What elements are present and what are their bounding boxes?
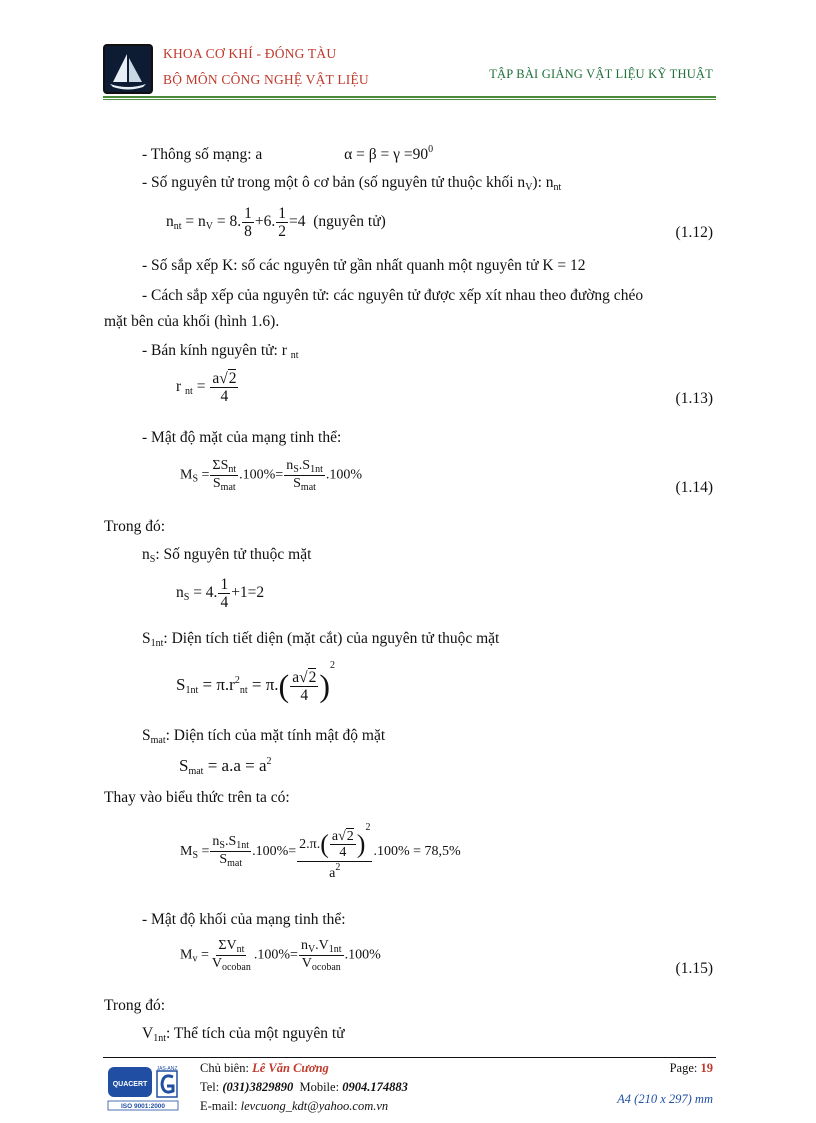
department-name: BỘ MÔN CÔNG NGHỆ VẬT LIỆU — [163, 72, 369, 87]
footer-email — [200, 1099, 388, 1114]
atoms-per-cell-line — [142, 174, 561, 193]
ns-definition: $n_S$: Số nguyên tử thuộc mặt — [142, 546, 312, 565]
eq112-unit: (nguyên tử) — [313, 213, 386, 231]
radius-sub: nt — [290, 350, 299, 361]
header-divider-thin — [103, 99, 716, 100]
equation-1-15: $M_v$ = $\frac{\Sigma V_{nt}}{V_{ocoban}}$ .100%= $\frac{n_V.V_{1nt}}{V_{ocoban}}$ .100% — [180, 938, 381, 973]
certification-icon — [107, 1063, 179, 1111]
course-title: TẬP BÀI GIẢNG VẬT LIỆU KỸ THUẬT — [489, 67, 713, 81]
equation-1-14: $M_S$ = $\frac{\Sigma S_{nt}}{S_{mat}}$ .100%= $\frac{n_S.S_{1nt}}{S_{mat}}$ .100% — [180, 458, 363, 493]
smat-def-text: : Diện tích của mặt tính mật độ mặt — [165, 727, 386, 744]
atoms-per-cell-text: - Số nguyên tử trong một ô cơ bản (số nguyên tử thuộc khối n — [142, 174, 526, 191]
logo-iso: ISO 9001:2000 — [120, 1103, 166, 1110]
footer-paper-size: A4 (210 x 297) mm — [617, 1092, 713, 1106]
where-heading-1: Trong đó: — [104, 518, 166, 535]
editor-label: Chủ biên: — [200, 1061, 253, 1075]
equation-smat: $S_{mat} = a.a = a^2$ — [179, 756, 272, 777]
logo-text: QUACERT — [112, 1081, 148, 1088]
s1nt-def-text: : Diện tích tiết diện (mặt cắt) của nguyên tử thuộc mặt — [163, 630, 500, 647]
angle-equation: α = β = γ =90 — [344, 146, 429, 163]
s1nt-definition: $S_{1nt}$: Diện tích tiết diện (mặt cắt) của nguyên tử thuộc mặt — [142, 630, 500, 649]
radius-line — [142, 342, 299, 361]
arrangement-line-1: - Cách sắp xếp của nguyên tử: các nguyên tử được xếp xít nhau theo đường chéo — [142, 287, 644, 304]
header-divider — [103, 96, 716, 98]
equation-ns: $n_S = 4$. $\frac{1}{4}$ +1=2 — [176, 576, 265, 612]
v1nt-definition: $V_{1nt}$: Thể tích của một nguyên tử — [142, 1025, 345, 1044]
page-label: Page: — [669, 1061, 701, 1075]
ns-def-text: : Số nguyên tử thuộc mặt — [155, 546, 312, 563]
angle-degree-sup: 0 — [428, 144, 434, 155]
smat-definition: $S_{mat}$: Diện tích của mặt tính mật độ mặt — [142, 727, 386, 746]
substitution-line: Thay vào biểu thức trên ta có: — [104, 789, 290, 806]
coordination-line: - Số sắp xếp K: số các nguyên tử gần nhất quanh một nguyên tử K = 12 — [142, 257, 586, 274]
v1nt-def-text: : Thể tích của một nguyên tử — [165, 1025, 345, 1042]
school-logo — [103, 44, 153, 94]
equation-1-12: $n_{nt} = n_V = 8$. $\frac{1}{8}$ +6. $\frac{1}{2}$ =4 (nguyên tử) — [166, 205, 386, 241]
faculty-name: KHOA CƠ KHÍ - ĐÓNG TÀU — [163, 46, 337, 61]
footer-phone — [200, 1080, 408, 1095]
quacert-logo — [107, 1063, 179, 1111]
footer-editor — [200, 1061, 329, 1076]
logo-badge: JAS-ANZ — [156, 1066, 178, 1072]
lattice-param-label: - Thông số mạng: a — [142, 146, 263, 163]
eq-number-1-14: (1.14) — [675, 479, 713, 496]
tel-label: Tel: — [200, 1080, 223, 1094]
mobile-value: 0904.174883 — [342, 1080, 408, 1094]
eq-number-1-15: (1.15) — [675, 960, 713, 977]
footer-divider — [103, 1057, 716, 1058]
email-link[interactable]: levcuong_kdt@yahoo.com.vn — [240, 1099, 389, 1113]
where-heading-2: Trong đó: — [104, 997, 166, 1014]
page-number: 19 — [700, 1061, 713, 1075]
radius-label: - Bán kính nguyên tử: r — [142, 342, 287, 359]
equation-ms-result: $M_S$ = $\frac{n_S.S_{1nt}}{S_{mat}}$ .100%= 2.π.( $\frac{a√2}{4}$ )$^2$ $a^2$ .100% = 78,5% — [180, 822, 461, 881]
ship-sail-icon — [105, 46, 151, 92]
eq-number-1-13: (1.13) — [675, 390, 713, 407]
sub-v: V — [525, 182, 533, 193]
footer-page — [670, 1061, 713, 1076]
equation-1-13: r $_{nt}$ = $\frac{a√2}{4}$ — [176, 370, 237, 406]
mobile-label: Mobile: — [293, 1080, 343, 1094]
email-label: E-mail: — [200, 1099, 241, 1113]
volume-density-line: - Mật độ khối của mạng tinh thể: — [142, 911, 346, 928]
editor-name: Lê Văn Cương — [252, 1061, 329, 1075]
tel-value: (031)3829890 — [222, 1080, 294, 1094]
surface-density-line: - Mật độ mặt của mạng tinh thể: — [142, 429, 342, 446]
arrangement-line-2: mặt bên của khối (hình 1.6). — [104, 313, 280, 330]
lattice-param-line — [142, 144, 433, 164]
eq-number-1-12: (1.12) — [675, 224, 713, 241]
ms-result-value: .100% = 78,5% — [373, 843, 461, 859]
sub-nt: nt — [553, 182, 562, 193]
equation-s1nt: $S_{1nt} = \pi.r^2_{nt} = \pi$.( $\frac{a√2}{4}$ )$^2$ — [176, 660, 335, 704]
atoms-per-cell-text-b: ): n — [532, 174, 554, 191]
